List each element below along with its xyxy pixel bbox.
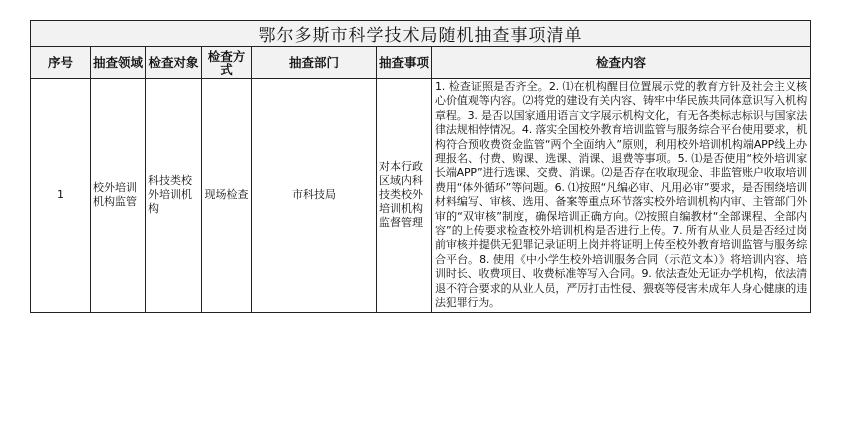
header-dept: 抽查部门	[252, 47, 377, 79]
header-item: 抽查事项	[377, 47, 432, 79]
header-content: 检查内容	[432, 47, 811, 79]
header-seq: 序号	[31, 47, 91, 79]
cell-seq: 1	[31, 79, 91, 313]
inspection-list-sheet	[30, 20, 810, 313]
cell-target: 科技类校外培训机构	[146, 79, 202, 313]
header-target: 检查对象	[146, 47, 202, 79]
cell-item: 对本行政区域内科技类校外培训机构监督管理	[377, 79, 432, 313]
cell-dept: 市科技局	[252, 79, 377, 313]
header-field: 抽查领域	[91, 47, 146, 79]
cell-method: 现场检查	[202, 79, 252, 313]
table-title: 鄂尔多斯市科学技术局随机抽查事项清单	[31, 21, 811, 47]
table-row	[31, 79, 811, 313]
cell-field: 校外培训机构监管	[91, 79, 146, 313]
header-method: 检查方式	[202, 47, 252, 79]
cell-content: 1. 检查证照是否齐全。2. ⑴在机构醒目位置展示党的教育方针及社会主义核心价值观等内容。⑵将党的建设有关内容、铸牢中华民族共同体意识写入机构章程。3. 是否以国家通用语言文字展示机构文化，有无各类标志标识与国家法律法规相悖情况。4. 落实全国校外教育培训监管与服务综合平台使用要求，机构符合预收费资金监管“两个全面纳入”原则，利用校外培训机构端APP线上办理报名、付费、购课、选课、消课、退费等事项。5. ⑴是否使用“校外培训家长端APP”进行选课、交费、消课。⑵是否存在收取现金、非监管账户收取培训费用“体外循环”等问题。6. ⑴按照“凡编必审、凡用必审”要求，是否围绕培训材料编写、审核、选用、备案等重点环节落实校外培训机构内审、主管部门外审的“双审核”制度，确保培训正确方向。⑵按照自编教材“全部课程、全部内容”的上传要求检查校外培训机构是否进行上传。7. 所有从业人员是否经过岗前审核并提供无犯罪记录证明上岗并将证明上传至校外教育培训监管与服务综合平台。8. 使用《中小学生校外培训服务合同（示范文本）》将培训内容、培训时长、收费项目、收费标准等写入合同。9. 依法查处无证办学机构，依法清退不符合要求的从业人员，严厉打击性侵、猥亵等侵害未成年人身心健康的违法犯罪行为。	[432, 79, 811, 313]
inspection-table	[30, 20, 811, 313]
